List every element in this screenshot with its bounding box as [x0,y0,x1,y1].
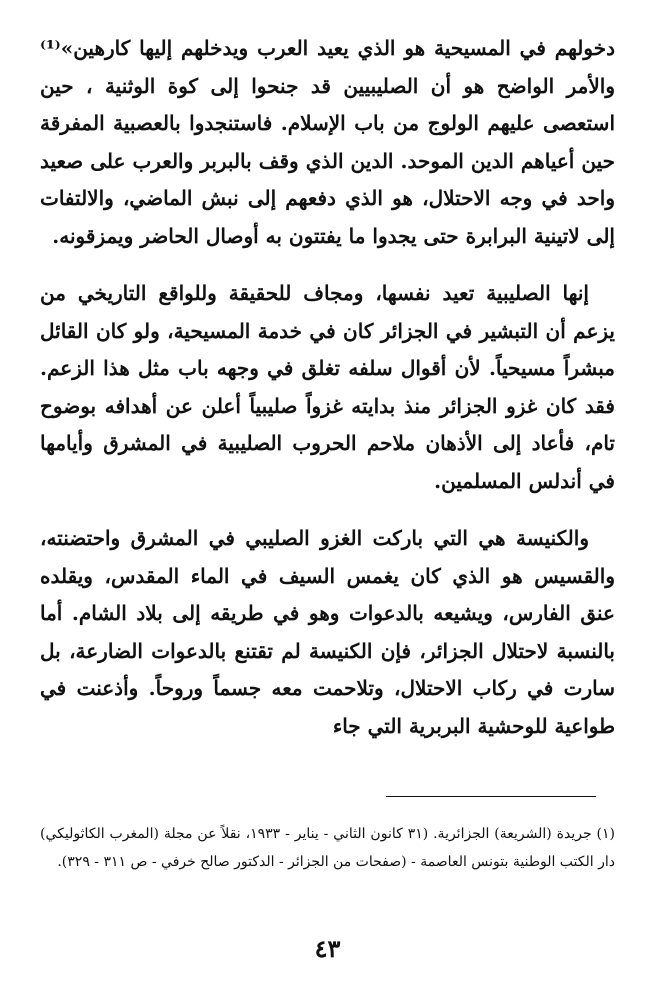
main-text [40,30,615,765]
page-number: ٤٣ [314,934,341,963]
footnote-divider [386,796,596,797]
footnotes [40,820,615,876]
footnote-1: (١) جريدة (الشريعة) الجزائرية. (٣١ كانون الثاني - يناير - ١٩٣٣، نقلاً عن مجلة (المغرب الكاثوليكي) دار الكتب الوطنية بتونس العاصمة - (صفحات من الجزائر - الدكتور صالح خرفي - ص ٣١١ - ٣٢٩). [40,826,615,870]
paragraph-3: والكنيسة هي التي باركت الغزو الصليبي في المشرق واحتضنته، والقسيس هو الذي كان يغمس السيف في الماء المقدس، ويقلده عنق الفارس، ويشيعه بالدعوات وهو في طريقه إلى بلاد الشام. أما بالنسبة لاحتلال الجزائر، فإن الكنيسة لم تقتنع بالدعوات الضارعة، بل سارت في ركاب الاحتلال، وتلاحمت معه جسماً وروحاً. وأذعنت في طواعية للوحشية البربرية التي جاء [40,526,615,738]
paragraph-1: دخولهم في المسيحية هو الذي يعيد العرب ويدخلهم إليها كارهين»⁽¹⁾ والأمر الواضح هو أن الصليبيين قد جنحوا إلى كوة الوثنية ، حين استعصى عليهم الولوج من باب الإسلام. فاستنجدوا بالعصبية المفرقة حين أعياهم الدين الموحد. الدين الذي وقف بالبربر والعرب على صعيد واحد في وجه الاحتلال، هو الذي دفعهم إلى نبش الماضي، والالتفات إلى لاتينية البرابرة حتى يجدوا ما يفتتون به أوصال الحاضر ويمزقونه. [40,36,615,248]
paragraph-2: إنها الصليبية تعيد نفسها، ومجاف للحقيقة وللواقع التاريخي من يزعم أن التبشير في الجزائر كان في خدمة المسيحية، ولو كان القائل مبشراً مسيحياً. لأن أقوال سلفه تغلق في وجهه باب مثل هذا الزعم. فقد كان غزو الجزائر منذ بدايته غزواً صليبياً أعلن عن أهدافه بوضوح تام، فأعاد إلى الأذهان ملاحم الحروب الصليبية في المشرق وأيامها في أندلس المسلمين. [40,281,615,493]
